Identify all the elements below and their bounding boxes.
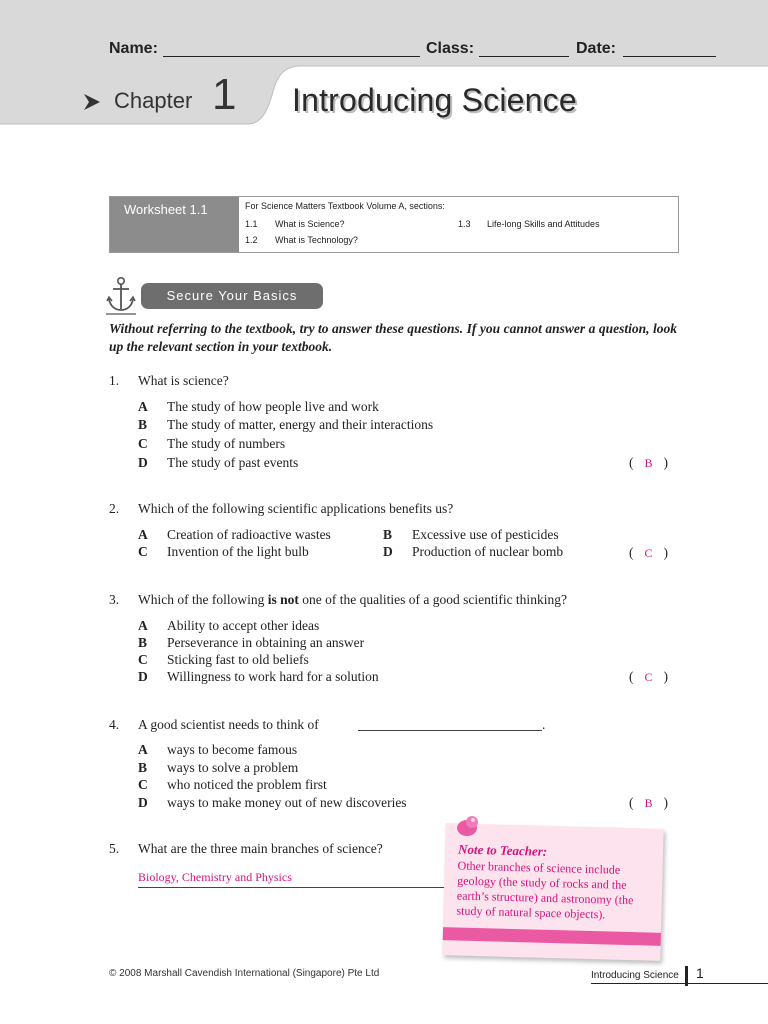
answer-bracket[interactable]: ( B ) [629, 455, 668, 470]
option-letter: D [138, 669, 148, 684]
option-letter: B [383, 527, 393, 542]
option-letter: A [138, 742, 148, 757]
worksheet-tab [110, 197, 239, 252]
question-text-emphasis: is not [267, 592, 299, 607]
teacher-note-card [442, 823, 663, 961]
option-text: Sticking fast to old beliefs [167, 652, 309, 667]
secure-basics-label: Secure Your Basics [166, 288, 298, 303]
question-text [138, 592, 567, 608]
option-text: The study of numbers [167, 436, 286, 451]
answer-value: C [644, 670, 653, 684]
question-text: What is science? [138, 373, 229, 388]
option-text: The study of past events [167, 455, 299, 470]
date-field[interactable] [623, 56, 716, 57]
question-text: What are the three main branches of science? [138, 841, 383, 856]
option-letter: D [383, 544, 393, 559]
section-num: 1.1 [245, 219, 258, 229]
section-num: 1.2 [245, 235, 258, 245]
option-text: The study of how people live and work [167, 399, 379, 414]
section-title: Life-long Skills and Attitudes [487, 219, 600, 229]
chapter-title: Introducing Science [292, 82, 577, 118]
option-letter: A [138, 399, 148, 414]
section-num: 1.3 [458, 219, 471, 229]
answer-bracket[interactable]: ( C ) [629, 669, 668, 684]
option-letter: C [138, 652, 148, 667]
section-title: What is Science? [275, 219, 345, 229]
option-letter: C [138, 544, 148, 559]
option-letter: A [138, 618, 148, 633]
chapter-word: Chapter [114, 88, 193, 113]
teacher-note-title: Note to Teacher: [457, 841, 548, 859]
worksheet-box [109, 196, 679, 253]
option-text: who noticed the problem first [167, 777, 327, 792]
option-text: ways to become famous [167, 742, 298, 757]
footer-rule [688, 983, 768, 984]
worksheet-source: For Science Matters Textbook Volume A, sections: [245, 201, 445, 211]
option-letter: C [138, 436, 148, 451]
pushpin-icon [455, 814, 483, 840]
question-number: 2. [109, 501, 120, 516]
option-text: Willingness to work hard for a solution [167, 669, 379, 684]
footer-title: Introducing Science [591, 970, 679, 981]
option-letter: C [138, 777, 148, 792]
answer-value: C [644, 546, 653, 560]
page-number: 1 [696, 965, 704, 981]
footer-underline [591, 983, 685, 984]
chapter-number: 1 [212, 70, 237, 119]
teacher-note-stripe [443, 927, 661, 946]
option-text: Excessive use of pesticides [412, 527, 559, 542]
blank-period: . [542, 717, 546, 732]
class-field[interactable] [479, 56, 569, 57]
question-text-part: Which of the following [138, 592, 268, 607]
question-text: Which of the following scientific applications benefits us? [138, 501, 454, 516]
answer-value: B [644, 796, 653, 810]
option-letter: B [138, 760, 148, 775]
question-text-part: one of the qualities of a good scientific thinking? [298, 592, 567, 607]
option-text: The study of matter, energy and their interactions [167, 417, 434, 432]
instruction-text: Without referring to the textbook, try to answer these questions. If you cannot answer a question, look up the relevant section in your textbook. [109, 321, 677, 354]
option-text: ways to solve a problem [167, 760, 299, 775]
chevron-right-icon [82, 92, 104, 112]
option-letter: D [138, 795, 148, 810]
answer-value: B [644, 456, 653, 470]
option-letter: D [138, 455, 148, 470]
worksheet-label: Worksheet 1.1 [124, 202, 208, 217]
option-letter: B [138, 635, 148, 650]
option-text: Production of nuclear bomb [412, 544, 564, 559]
written-answer[interactable]: Biology, Chemistry and Physics [138, 870, 292, 884]
answer-bracket[interactable]: ( B ) [629, 795, 668, 810]
anchor-icon [106, 275, 136, 315]
question-number: 4. [109, 717, 120, 732]
option-text: ways to make money out of new discoveries [167, 795, 407, 810]
option-text: Creation of radioactive wastes [167, 527, 331, 542]
name-label: Name: [109, 40, 158, 57]
question-number: 1. [109, 373, 120, 388]
option-text: Invention of the light bulb [167, 544, 309, 559]
copyright-text: © 2008 Marshall Cavendish International (Singapore) Pte Ltd [109, 968, 380, 979]
fill-in-blank[interactable] [358, 730, 542, 731]
section-title: What is Technology? [275, 235, 358, 245]
question-number: 5. [109, 841, 120, 856]
question-text: A good scientist needs to think of [138, 717, 319, 732]
answer-line [138, 887, 458, 888]
option-letter: B [138, 417, 148, 432]
teacher-note-body: Other branches of science include geology (the study of rocks and the earth’s structure) and astronomy (the study of natural space objects). [456, 858, 634, 922]
name-field[interactable] [163, 56, 420, 57]
question-number: 3. [109, 592, 120, 607]
option-text: Perseverance in obtaining an answer [167, 635, 365, 650]
secure-basics-banner [141, 283, 323, 309]
answer-bracket[interactable]: ( C ) [629, 545, 668, 560]
class-label: Class: [426, 40, 475, 57]
date-label: Date: [576, 40, 617, 57]
option-text: Ability to accept other ideas [167, 618, 320, 633]
option-letter: A [138, 527, 148, 542]
